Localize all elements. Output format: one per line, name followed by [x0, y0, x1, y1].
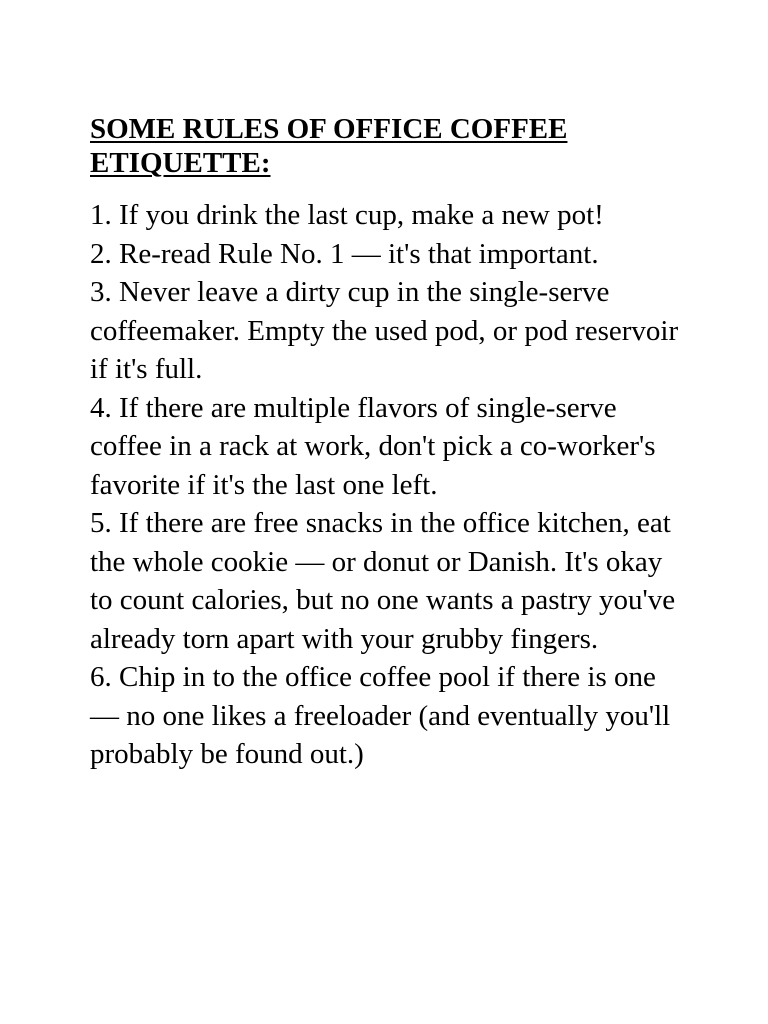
rule-item-2: 2. Re-read Rule No. 1 — it's that important. [90, 237, 599, 270]
rule-item-4: 4. If there are multiple flavors of single-serve coffee in a rack at work, don't pick a co-worker's favorite if it's the last one left. [90, 391, 656, 501]
rule-item-6: 6. Chip in to the office coffee pool if there is one — no one likes a freeloader (and eventually you'll probably be found out.) [90, 661, 671, 770]
document-page [90, 112, 690, 774]
rule-item-1: 1. If you drink the last cup, make a new pot! [90, 199, 604, 231]
rule-item-5: 5. If there are free snacks in the office kitchen, eat the whole cookie — or donut or Danish. It's okay to count calories, but no one wants a pastry you've already torn apart with your grubby fingers. [90, 507, 676, 655]
rules-list [90, 196, 690, 774]
document-title: SOME RULES OF OFFICE COFFEE ETIQUETTE: [90, 113, 568, 179]
rule-item-3: 3. Never leave a dirty cup in the single-serve coffeemaker. Empty the used pod, or pod reservoir if it's full. [90, 276, 679, 385]
